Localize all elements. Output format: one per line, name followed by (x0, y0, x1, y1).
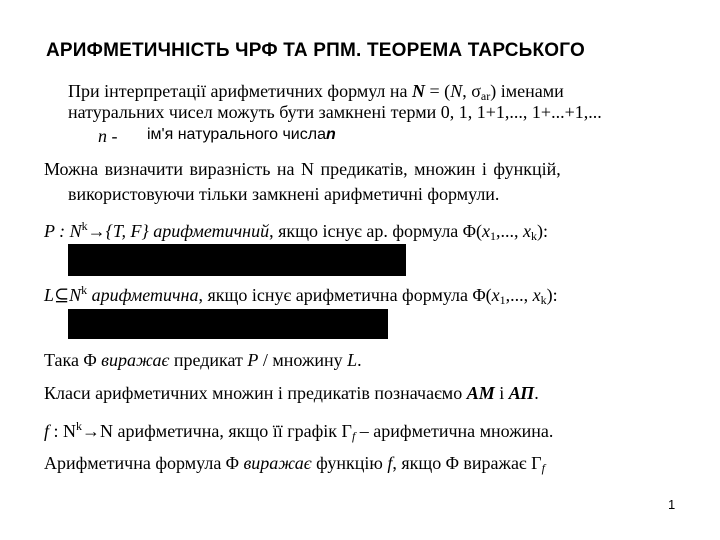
predicate-definition: P : $N^k\to\{T$, F} арифметичний, якщо існує ар. формула $\Phi(x_1$,..., $x_k$): (44, 219, 548, 243)
intro-line-3: n - (98, 126, 118, 146)
classes-line: Класи арифметичних множин і предикатів позначаємо АМ і АП. (44, 383, 539, 403)
intro-line-2: натуральних чисел можуть бути замкнені терми 0, 1, 1+1,..., 1+...+1,... (68, 102, 602, 122)
redaction-artifact (324, 266, 326, 268)
slide-title: АРИФМЕТИЧНІСТЬ ЧРФ ТА РПМ. ТЕОРЕМА ТАРСЬКОГО (46, 40, 585, 61)
function-line: f : $N^k\to N$ арифметична, якщо її графік $\Gamma_f$ – арифметична множина. (44, 419, 554, 443)
intro-line-3-text: ім'я натурального числаn (147, 126, 336, 143)
redacted-formula-1 (68, 244, 406, 276)
function-expresses-line: Арифметична формула Φ виражає функцію f, якщо Φ виражає $\Gamma_f$ (44, 453, 545, 475)
para2-line-1: Можна визначити виразність на N предикатів, множин і функцій, (44, 159, 561, 179)
para2-line-2: використовуючи тільки замкнені арифметичні формули. (68, 184, 500, 204)
page-number: 1 (668, 497, 676, 512)
expresses-line: Така Φ виражає предикат P / множину L. (44, 350, 362, 370)
set-definition: $L⊆N^k$ арифметична, якщо існує арифметична формула $\Phi(x_1$,..., $x_k$): (44, 283, 558, 307)
intro-line-1: При інтерпретації арифметичних формул на N = (N, $\sigma_{ar}$) іменами (68, 81, 564, 103)
redacted-formula-2 (68, 309, 388, 339)
